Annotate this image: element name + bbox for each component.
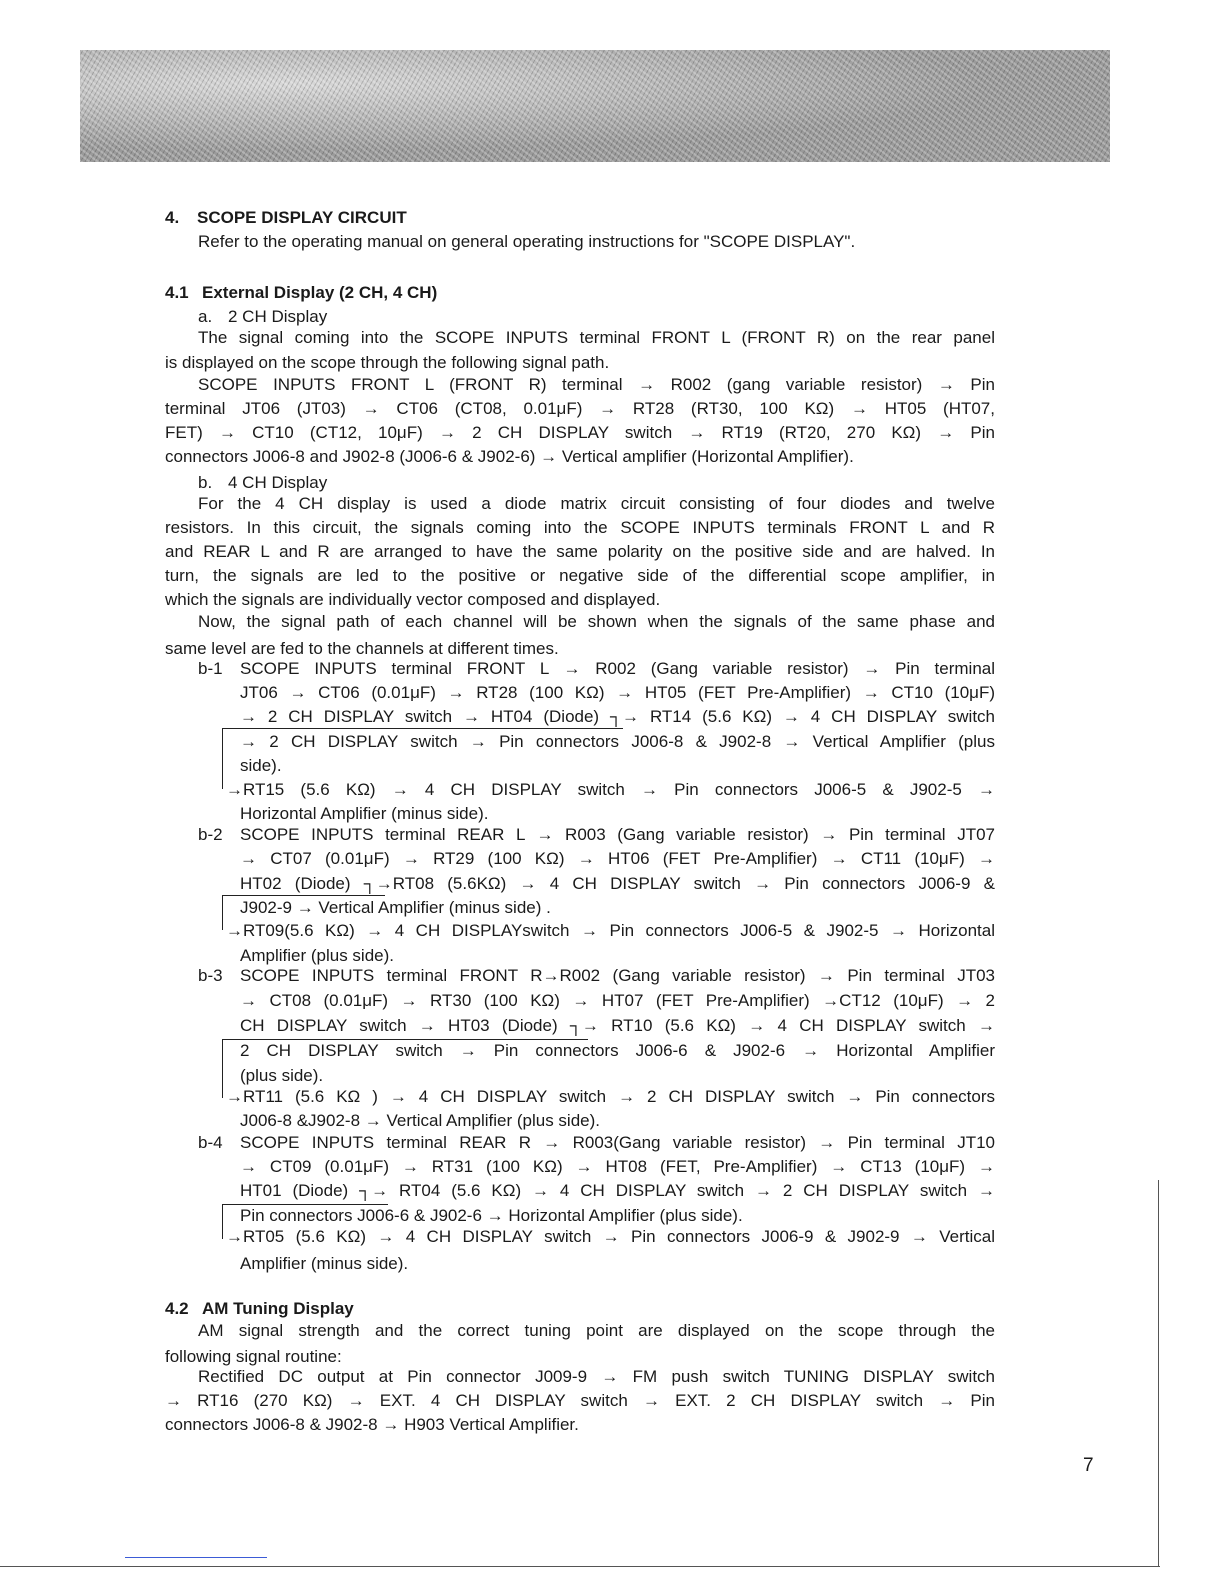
intro-text: Refer to the operating manual on general operating instructions for "SCOPE DISPLAY". xyxy=(198,232,856,251)
path-label: b-1 xyxy=(198,659,223,678)
text-line: J006-8 &J902-8 → Vertical Amplifier (plus side). xyxy=(240,1111,600,1130)
text-line: side). xyxy=(240,756,282,775)
text-line: → 2 CH DISPLAY switch → HT04 (Diode) ┐→ RT14 (5.6 KΩ) → 4 CH DISPLAY switch xyxy=(240,707,995,726)
text-line: which the signals are individually vector composed and displayed. xyxy=(165,590,661,609)
section-title: AM Tuning Display xyxy=(202,1299,354,1318)
page-right-rule xyxy=(1158,1180,1159,1566)
text-line: turn, the signals are led to the positive or negative side of the differential scope amplifier, in xyxy=(165,566,995,585)
text-line: terminal JT06 (JT03) → CT06 (CT08, 0.01μF) → RT28 (RT30, 100 KΩ) → HT05 (HT07, xyxy=(165,399,995,418)
text-line: → CT09 (0.01μF) → RT31 (100 KΩ) → HT08 (FET, Pre-Amplifier) → CT13 (10μF) → xyxy=(240,1157,995,1176)
subsection-label: a. xyxy=(198,307,213,326)
text-line: Pin connectors J006-6 & J902-6 → Horizontal Amplifier (plus side). xyxy=(240,1206,743,1225)
text-line: Rectified DC output at Pin connector J009-9 → FM push switch TUNING DISPLAY switch xyxy=(198,1367,995,1386)
text-line: → RT16 (270 KΩ) → EXT. 4 CH DISPLAY switch → EXT. 2 CH DISPLAY switch → Pin xyxy=(165,1391,995,1410)
text-line: FET) → CT10 (CT12, 10μF) → 2 CH DISPLAY switch → RT19 (RT20, 270 KΩ) → Pin xyxy=(165,423,995,442)
text-line: Amplifier (plus side). xyxy=(240,946,394,965)
text-line: →RT15 (5.6 KΩ) → 4 CH DISPLAY switch → Pin connectors J006-5 & J902-5 → xyxy=(226,780,995,799)
text-line: Now, the signal path of each channel will be shown when the signals of the same phase and xyxy=(198,612,995,631)
subsection-title: 4 CH Display xyxy=(228,473,328,492)
page-bottom-rule xyxy=(0,1566,1160,1567)
path-label: b-4 xyxy=(198,1133,223,1152)
text-line: →RT09(5.6 KΩ) → 4 CH DISPLAYswitch → Pin connectors J006-5 & J902-5 → Horizontal xyxy=(226,921,995,940)
text-line: SCOPE INPUTS terminal FRONT R→R002 (Gang variable resistor) → Pin terminal JT03 xyxy=(240,966,995,985)
text-line: same level are fed to the channels at different times. xyxy=(165,639,559,658)
text-line: (plus side). xyxy=(240,1066,324,1085)
text-line: → 2 CH DISPLAY switch → Pin connectors J006-8 & J902-8 → Vertical Amplifier (plus xyxy=(240,732,995,751)
text-line: connectors J006-8 & J902-8 → H903 Vertical Amplifier. xyxy=(165,1415,579,1434)
text-line: →RT05 (5.6 KΩ) → 4 CH DISPLAY switch → Pin connectors J006-9 & J902-9 → Vertical xyxy=(226,1227,995,1246)
text-line: Amplifier (minus side). xyxy=(240,1254,409,1273)
text-line: → CT07 (0.01μF) → RT29 (100 KΩ) → HT06 (FET Pre-Amplifier) → CT11 (10μF) → xyxy=(240,849,995,868)
branch-bracket-line xyxy=(222,728,623,789)
subsection-label: b. xyxy=(198,473,213,492)
text-line: CH DISPLAY switch → HT03 (Diode) ┐→ RT10 (5.6 KΩ) → 4 CH DISPLAY switch → xyxy=(240,1016,995,1035)
text-line: HT01 (Diode) ┐→ RT04 (5.6 KΩ) → 4 CH DISPLAY switch → 2 CH DISPLAY switch → xyxy=(240,1181,995,1200)
text-line: 2 CH DISPLAY switch → Pin connectors J006-6 & J902-6 → Horizontal Amplifier xyxy=(240,1041,995,1060)
text-line: → CT08 (0.01μF) → RT30 (100 KΩ) → HT07 (FET Pre-Amplifier) →CT12 (10μF) → 2 xyxy=(240,991,995,1010)
text-line: SCOPE INPUTS terminal FRONT L → R002 (Gang variable resistor) → Pin terminal xyxy=(240,659,995,678)
page-number: 7 xyxy=(1083,1455,1094,1476)
branch-bracket-line xyxy=(222,895,385,930)
text-line: AM signal strength and the correct tuning point are displayed on the scope through the xyxy=(198,1321,995,1340)
text-line: SCOPE INPUTS FRONT L (FRONT R) terminal → R002 (gang variable resistor) → Pin xyxy=(198,375,995,394)
text-line: and REAR L and R are arranged to have the same polarity on the positive side and are halved. In xyxy=(165,542,995,561)
text-line: J902-9 → Vertical Amplifier (minus side) . xyxy=(240,898,551,917)
section-title: External Display (2 CH, 4 CH) xyxy=(202,283,438,302)
text-line: JT06 → CT06 (0.01μF) → RT28 (100 KΩ) → HT05 (FET Pre-Amplifier) → CT10 (10μF) xyxy=(240,683,995,702)
text-line: following signal routine: xyxy=(165,1347,342,1366)
path-label: b-3 xyxy=(198,966,223,985)
section-title: SCOPE DISPLAY CIRCUIT xyxy=(197,208,407,227)
branch-bracket-line xyxy=(222,1204,388,1239)
branch-bracket-line xyxy=(222,1039,588,1098)
section-number: 4.1 xyxy=(165,283,189,302)
text-line: connectors J006-8 and J902-8 (J006-6 & J902-6) → Vertical amplifier (Horizontal Amplifier). xyxy=(165,447,854,466)
text-line: Horizontal Amplifier (minus side). xyxy=(240,804,489,823)
text-line: SCOPE INPUTS terminal REAR L → R003 (Gang variable resistor) → Pin terminal JT07 xyxy=(240,825,995,844)
header-banner xyxy=(80,50,1110,162)
footer-link-underline xyxy=(125,1557,267,1558)
text-line: →RT11 (5.6 KΩ ) → 4 CH DISPLAY switch → 2 CH DISPLAY switch → Pin connectors xyxy=(226,1087,995,1106)
section-number: 4. xyxy=(165,208,180,227)
text-line: SCOPE INPUTS terminal REAR R → R003(Gang variable resistor) → Pin terminal JT10 xyxy=(240,1133,995,1152)
section-number: 4.2 xyxy=(165,1299,189,1318)
text-line: HT02 (Diode) ┐→RT08 (5.6KΩ) → 4 CH DISPLAY switch → Pin connectors J006-9 & xyxy=(240,874,995,893)
text-line: resistors. In this circuit, the signals coming into the SCOPE INPUTS terminals FRONT L and R xyxy=(165,518,995,537)
text-line: The signal coming into the SCOPE INPUTS terminal FRONT L (FRONT R) on the rear panel xyxy=(198,328,995,347)
subsection-title: 2 CH Display xyxy=(228,307,328,326)
text-line: For the 4 CH display is used a diode matrix circuit consisting of four diodes and twelve xyxy=(198,494,995,513)
path-label: b-2 xyxy=(198,825,223,844)
text-line: is displayed on the scope through the following signal path. xyxy=(165,353,610,372)
